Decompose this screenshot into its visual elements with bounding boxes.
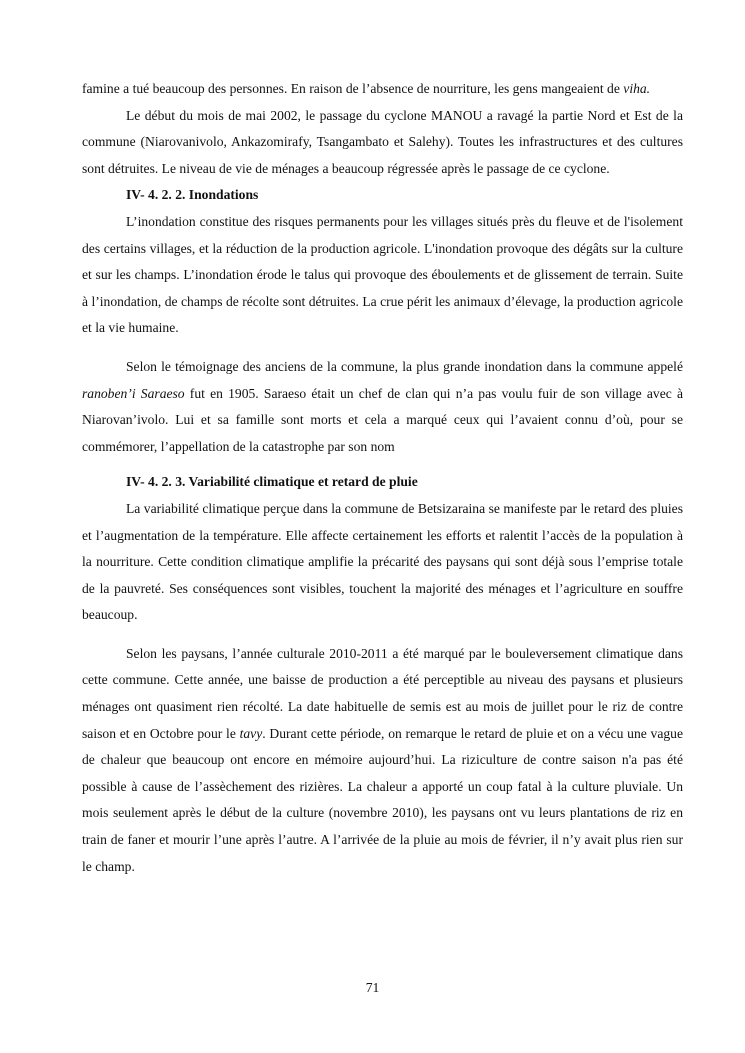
document-page	[82, 76, 683, 880]
paragraph-temoignage	[82, 354, 683, 460]
paragraph-cyclone: Le début du mois de mai 2002, le passage du cyclone MANOU a ravagé la partie Nord et Est de la commune (Niarovanivolo, Ankazomirafy, Tsangambato et Salehy). Toutes les infrastructures et des cultures sont détruites. Le niveau de vie de ménages a beaucoup régressée après le passage de ce cyclone.	[82, 107, 683, 176]
paragraph-variabilite: La variabilité climatique perçue dans la commune de Betsizaraina se manifeste par le retard des pluies et l’augmentation de la température. Elle affecte certainement les efforts et ralentit l’accès de la population à la nourriture. Cette condition climatique amplifie la précarité des paysans qui sont déjà sous l’emprise totale de la pauvreté. Ses conséquences sont visibles, touchent la majorité des ménages et l’agriculture en souffre beaucoup.	[82, 500, 683, 623]
paragraph-temoignage-text-1: Selon le témoignage des anciens de la commune, la plus grande inondation dans la commune appelé	[126, 358, 683, 374]
paragraph-paysans-text-2: . Durant cette période, on remarque le retard de pluie et on a vécu une vague de chaleur que beaucoup ont encore en mémoire aujourd’hui. La riziculture de contre saison n'a pas été possible à cause de l’assèchement des rizières. La chaleur a apporté un coup fatal à la culture pluviale. Un mois seulement après le début de la culture (novembre 2010), les paysans ont vu leurs plantations de riz en train de faner et mourir l’une après l’autre. A l’arrivée de la pluie au mois de février, il n’y avait plus rien sur le champ.	[82, 725, 683, 874]
heading-variabilite: IV- 4. 2. 3. Variabilité climatique et retard de pluie	[126, 474, 418, 490]
paragraph-temoignage-text-2: fut en 1905. Saraeso était un chef de clan qui n’a pas voulu fuir de son village avec à Niarovan’ivolo. Lui et sa famille sont morts et cela a marqué ceux qui l’avaient connu d’où, pour se commémorer, l’appellation de la catastrophe par son nom	[82, 385, 683, 454]
spacer	[82, 342, 683, 354]
paragraph-famine	[82, 76, 683, 103]
paragraph-famine-italic: viha.	[623, 81, 651, 96]
paragraph-inondation: L’inondation constitue des risques permanents pour les villages situés près du fleuve et de l'isolement des certains villages, et la réduction de la production agricole. L'inondation provoque des dégâts sur la culture et sur les champs. L’inondation érode le talus qui provoque des éboulements et de glissement de terrain. Suite à l’inondation, de champs de récolte sont détruites. La crue périt les animaux d’élevage, la production agricole et la vie humaine.	[82, 213, 683, 336]
page-number: 71	[365, 980, 380, 995]
heading-inondations: IV- 4. 2. 2. Inondations	[126, 187, 259, 203]
paragraph-paysans-text-1: Selon les paysans, l’année culturale 2010-2011 a été marqué par le bouleversement climatique dans cette commune. Cette année, une baisse de production a été perceptible au niveau des paysans et plusieurs ménages ont quasiment rien récolté. La date habituelle de semis est au mois de juillet pour le riz de contre saison et en Octobre pour le	[82, 645, 683, 741]
paragraph-paysans	[82, 641, 683, 880]
paragraph-famine-text: famine a tué beaucoup des personnes. En raison de l’absence de nourriture, les gens mangeaient de	[82, 81, 624, 96]
paragraph-paysans-italic: tavy	[239, 725, 263, 741]
spacer	[82, 460, 683, 469]
spacer	[82, 629, 683, 641]
paragraph-temoignage-italic: ranoben’i Saraeso	[82, 385, 185, 401]
